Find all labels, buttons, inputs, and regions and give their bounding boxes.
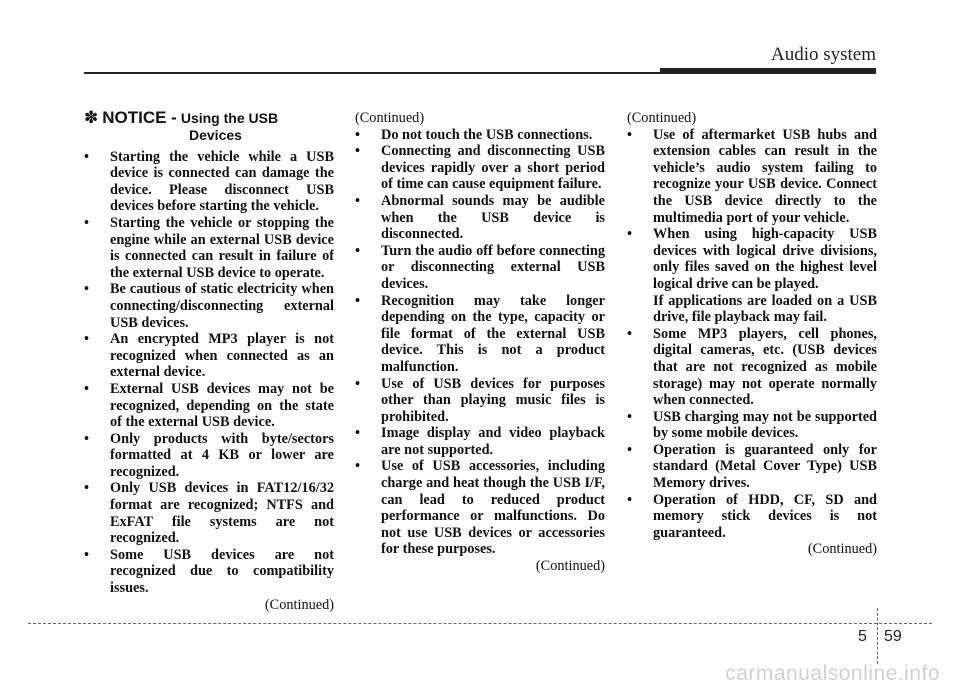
list-item: • Turn the audio off before connecting or disconnecting external USB devices. — [355, 242, 605, 292]
list-item: • Recognition may take longer depending on the type, capacity or file format of the external USB device. This is not a product malfunction. — [355, 292, 605, 375]
list-item: • Image display and video playback are not supported. — [355, 425, 605, 458]
column-3 — [627, 110, 877, 558]
list-item: • Do not touch the USB connections. — [355, 126, 593, 143]
list-item: • Use of USB devices for purposes other than playing music files is prohibited. — [355, 375, 605, 425]
column-1 — [84, 110, 334, 613]
continued-label: (Continued) — [264, 596, 334, 613]
list-item: • Be cautious of static electricity when connecting/disconnecting external USB devices. — [84, 281, 334, 331]
header-title: Audio system — [770, 44, 876, 65]
list-item: • Abnormal sounds may be audible when the USB device is disconnected. — [355, 192, 605, 243]
list-item: • Only products with byte/sectors formatted at 4 KB or lower are recognized. — [84, 430, 334, 480]
notice-label: NOTICE - — [102, 108, 177, 127]
column-2 — [355, 110, 605, 575]
continued-label: (Continued) — [535, 558, 605, 575]
notice-symbol-icon: ✽ — [84, 108, 99, 127]
notice-title-line2: Devices — [189, 126, 242, 143]
notice-list-1 — [84, 149, 334, 597]
list-item: • USB charging may not be supported by some mobile devices. — [627, 408, 877, 442]
list-item: • Operation is guaranteed only for standard (Metal Cover Type) USB Memory drives. — [627, 441, 877, 492]
notice-heading — [84, 110, 334, 143]
list-item: • Some MP3 players, cell phones, digital cameras, etc. (USB devices that are not recognized as mobile storage) may not operate normally when connected. — [627, 325, 877, 409]
list-item: • An encrypted MP3 player is not recognized when connected as an external device. — [84, 331, 334, 381]
header-rule — [84, 72, 660, 74]
footer-page-divider — [877, 608, 878, 664]
notice-list-3 — [627, 127, 877, 542]
list-item: • External USB devices may not be recognized, depending on the state of the external USB device. — [84, 380, 334, 431]
header-rule-bold — [660, 68, 876, 74]
continued-label: (Continued) — [807, 541, 877, 558]
list-item: • Only USB devices in FAT12/16/32 format are recognized; NTFS and ExFAT file systems are not recognized. — [84, 480, 334, 547]
list-item: • Starting the vehicle while a USB device is connected can damage the device. Please disconnect USB devices before starting the vehicle. — [84, 148, 334, 215]
continued-label: (Continued) — [627, 110, 697, 126]
notice-title-line1: Using the USB — [180, 110, 279, 126]
page-number: 59 — [884, 628, 902, 645]
continued-label: (Continued) — [355, 110, 425, 126]
watermark: carmanualsonline.info — [725, 662, 940, 685]
list-item: • Operation of HDD, CF, SD and memory stick devices is not guaranteed. — [627, 491, 877, 541]
list-item: • Starting the vehicle or stopping the engine while an external USB device is connected can result in failure of the external USB device to operate. — [84, 214, 334, 281]
list-item: • Some USB devices are not recognized due to compatibility issues. — [84, 546, 334, 597]
chapter-number: 5 — [858, 628, 867, 645]
list-item: • Use of USB accessories, including charge and heat though the USB I/F, can lead to reduced product performance or malfunctions. Do not use USB devices or accessories for these purposes. — [355, 458, 605, 558]
list-item: • When using high-capacity USB devices with logical drive divisions, only files saved on the highest level logical drive can be played. If applications are loaded on a USB drive, file playback may fail. — [627, 226, 877, 326]
extra-paragraph: If applications are loaded on a USB drive, file playback may fail. — [653, 292, 877, 326]
notice-list-2 — [355, 127, 605, 558]
list-item: • Use of aftermarket USB hubs and extension cables can result in the vehicle’s audio system failing to recognize your USB device. Connect the USB device directly to the multimedia port of your vehicle. — [627, 126, 877, 226]
footer-dashed-rule — [28, 623, 932, 624]
list-item: • Connecting and disconnecting USB devices rapidly over a short period of time can cause equipment failure. — [355, 143, 605, 193]
